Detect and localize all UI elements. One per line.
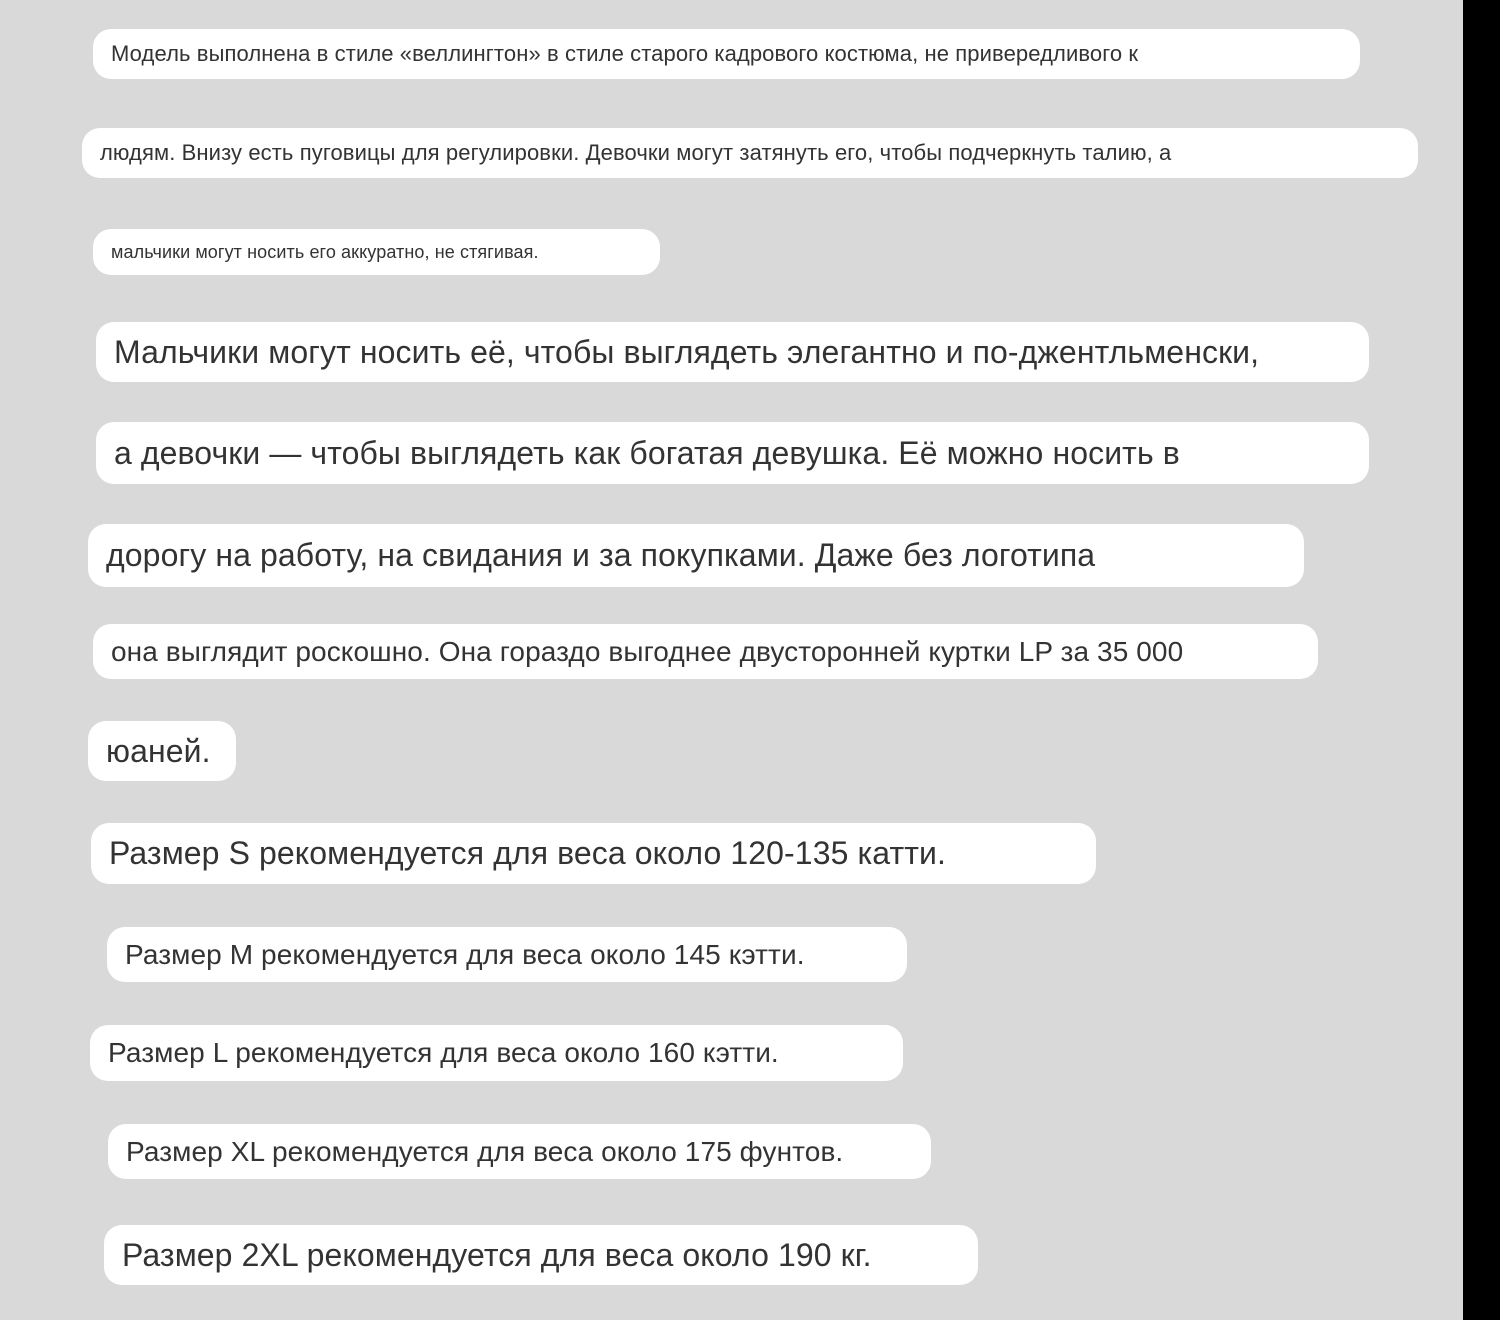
description-line-7: она выглядит роскошно. Она гораздо выгоднее двусторонней куртки LP за 35 000 [93, 624, 1318, 679]
description-line-1: Модель выполнена в стиле «веллингтон» в стиле старого кадрового костюма, не привередливого к [93, 29, 1360, 79]
description-line-3: мальчики могут носить его аккуратно, не стягивая. [93, 229, 660, 275]
size-line-l: Размер L рекомендуется для веса около 160 кэтти. [90, 1025, 903, 1081]
size-line-s: Размер S рекомендуется для веса около 120-135 катти. [91, 823, 1096, 884]
description-line-5: а девочки — чтобы выглядеть как богатая девушка. Её можно носить в [96, 422, 1369, 484]
description-line-2: людям. Внизу есть пуговицы для регулировки. Девочки могут затянуть его, чтобы подчеркнуть талию, а [82, 128, 1418, 178]
size-line-2xl: Размер 2XL рекомендуется для веса около 190 кг. [104, 1225, 978, 1285]
description-line-8: юаней. [88, 721, 236, 781]
size-line-m: Размер M рекомендуется для веса около 145 кэтти. [107, 927, 907, 982]
description-line-4: Мальчики могут носить её, чтобы выглядеть элегантно и по-джентльменски, [96, 322, 1369, 382]
description-line-6: дорогу на работу, на свидания и за покупками. Даже без логотипа [88, 524, 1304, 587]
right-edge-bar [1463, 0, 1500, 1320]
size-line-xl: Размер XL рекомендуется для веса около 175 фунтов. [108, 1124, 931, 1179]
